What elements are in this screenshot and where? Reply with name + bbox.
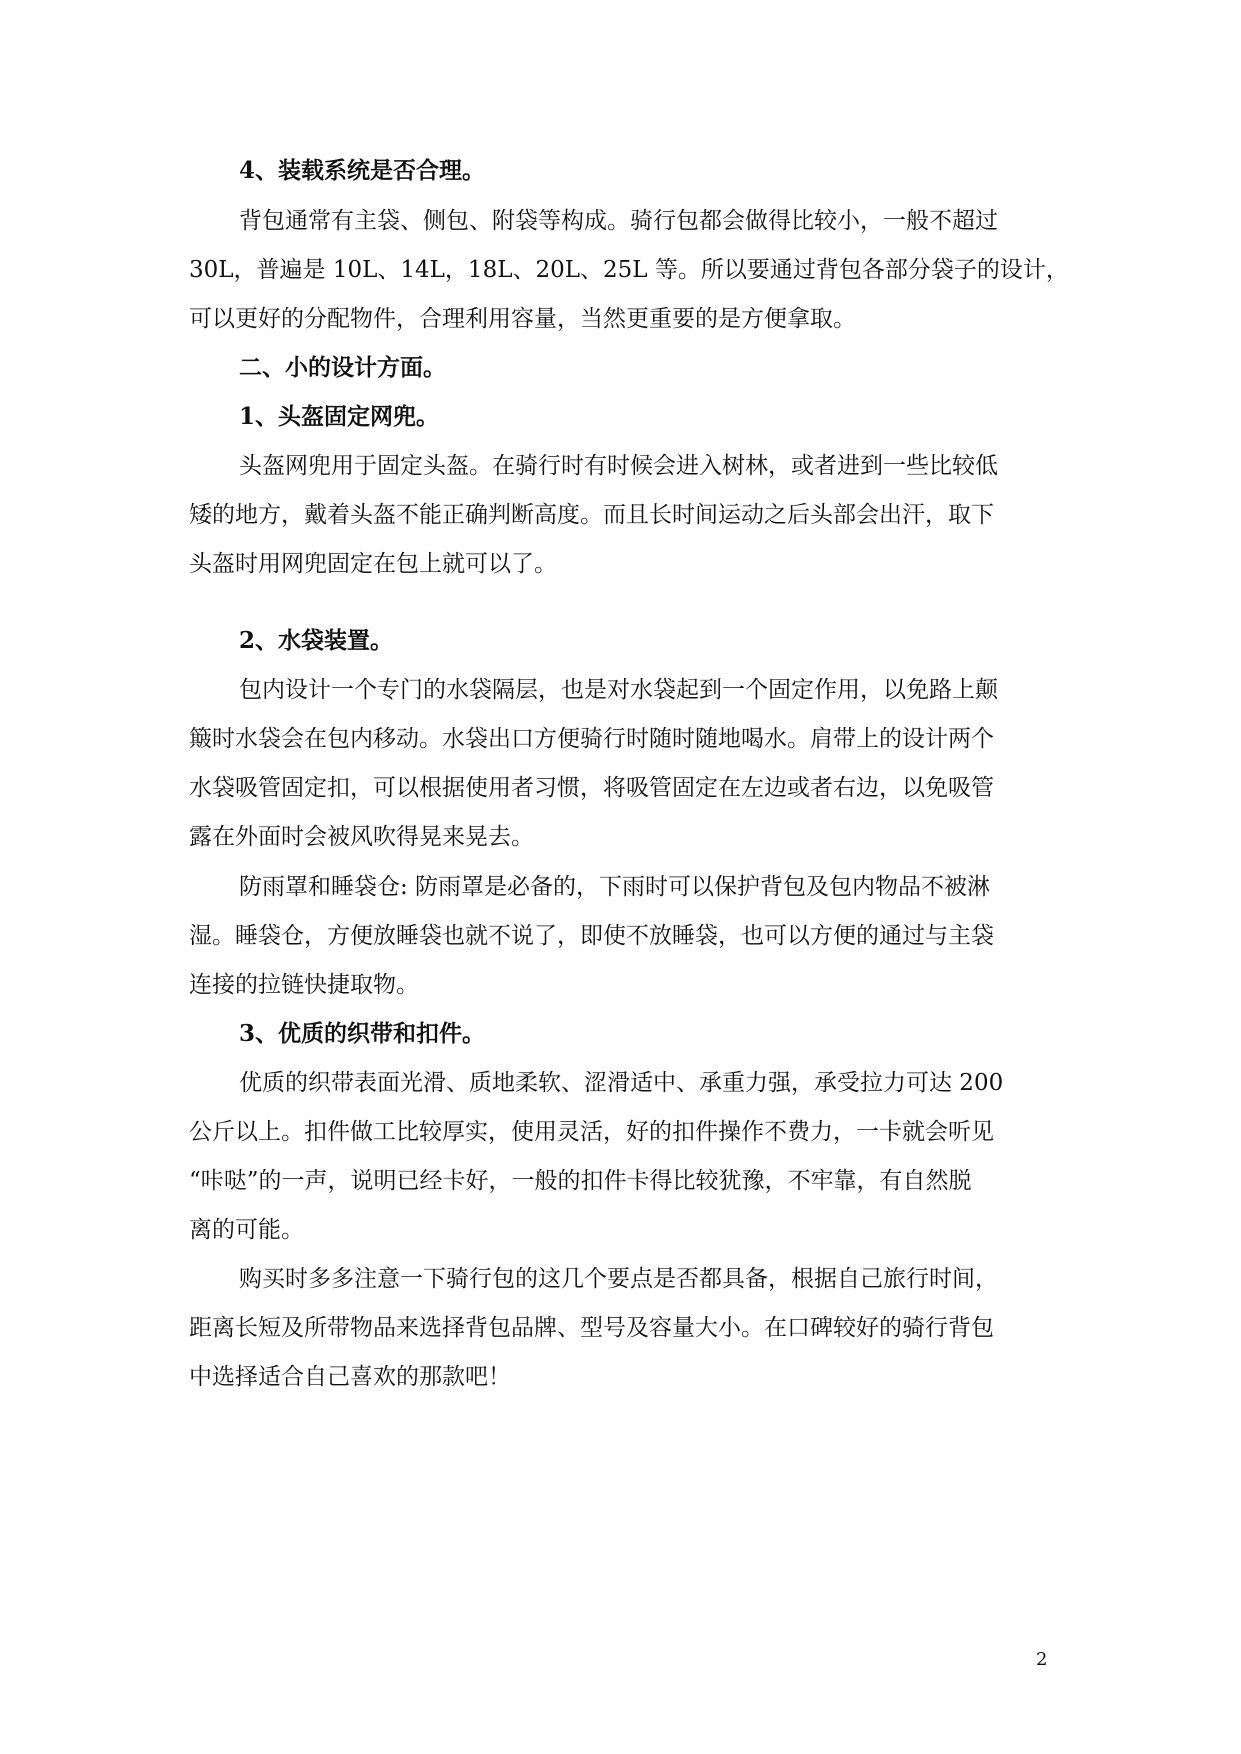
paragraph-line: 湿。睡袋仓，方便放睡袋也就不说了，即使不放睡袋，也可以方便的通过与主袋 xyxy=(189,923,994,949)
paragraph-line: 头盔网兜用于固定头盔。在骑行时有时候会进入树林，或者进到一些比较低 xyxy=(239,453,998,479)
page-number: 2 xyxy=(1036,1649,1048,1670)
paragraph-line: 露在外面时会被风吹得晃来晃去。 xyxy=(189,824,534,850)
paragraph-line: 背包通常有主袋、侧包、附袋等构成。骑行包都会做得比较小，一般不超过 xyxy=(239,208,998,234)
paragraph-line: 公斤以上。扣件做工比较厚实，使用灵活，好的扣件操作不费力，一卡就会听见 xyxy=(189,1119,994,1145)
paragraph-line: 中选择适合自己喜欢的那款吧！ xyxy=(189,1364,511,1390)
paragraph-line: 水袋吸管固定扣，可以根据使用者习惯，将吸管固定在左边或者右边，以免吸管 xyxy=(189,775,994,801)
paragraph-line: 防雨罩和睡袋仓: 防雨罩是必备的，下雨时可以保护背包及包内物品不被淋 xyxy=(239,874,991,900)
section-heading-helmet-net: 1、头盔固定网兜。 xyxy=(239,403,440,430)
section-heading-water-bag: 2、水袋装置。 xyxy=(239,627,394,654)
section-heading-small-design: 二、小的设计方面。 xyxy=(239,354,446,381)
paragraph-line: 矮的地方，戴着头盔不能正确判断高度。而且长时间运动之后头部会出汗，取下 xyxy=(189,502,994,528)
paragraph-line: 距离长短及所带物品来选择背包品牌、型号及容量大小。在口碑较好的骑行背包 xyxy=(189,1315,994,1341)
section-heading-webbing: 3、优质的织带和扣件。 xyxy=(239,1020,486,1047)
paragraph-line: 可以更好的分配物件，合理利用容量，当然更重要的是方便拿取。 xyxy=(189,306,856,332)
paragraph-line: 30L，普遍是 10L、14L，18L、20L、25L 等。所以要通过背包各部分袋子的设计， xyxy=(189,257,1069,283)
paragraph-line: 优质的织带表面光滑、质地柔软、涩滑适中、承重力强，承受拉力可达 200 xyxy=(239,1070,1004,1096)
paragraph-line: 簸时水袋会在包内移动。水袋出口方便骑行时随时随地喝水。肩带上的设计两个 xyxy=(189,726,994,752)
paragraph-line: 头盔时用网兜固定在包上就可以了。 xyxy=(189,551,557,577)
paragraph-line: “咔哒”的一声，说明已经卡好，一般的扣件卡得比较犹豫，不牢靠，有自然脱 xyxy=(189,1168,972,1194)
paragraph-line: 离的可能。 xyxy=(189,1217,304,1243)
paragraph-line: 购买时多多注意一下骑行包的这几个要点是否都具备，根据自己旅行时间， xyxy=(239,1266,998,1292)
paragraph-line: 连接的拉链快捷取物。 xyxy=(189,972,419,998)
section-heading-loading-system: 4、装载系统是否合理。 xyxy=(239,157,486,184)
paragraph-line: 包内设计一个专门的水袋隔层，也是对水袋起到一个固定作用，以免路上颠 xyxy=(239,677,998,703)
